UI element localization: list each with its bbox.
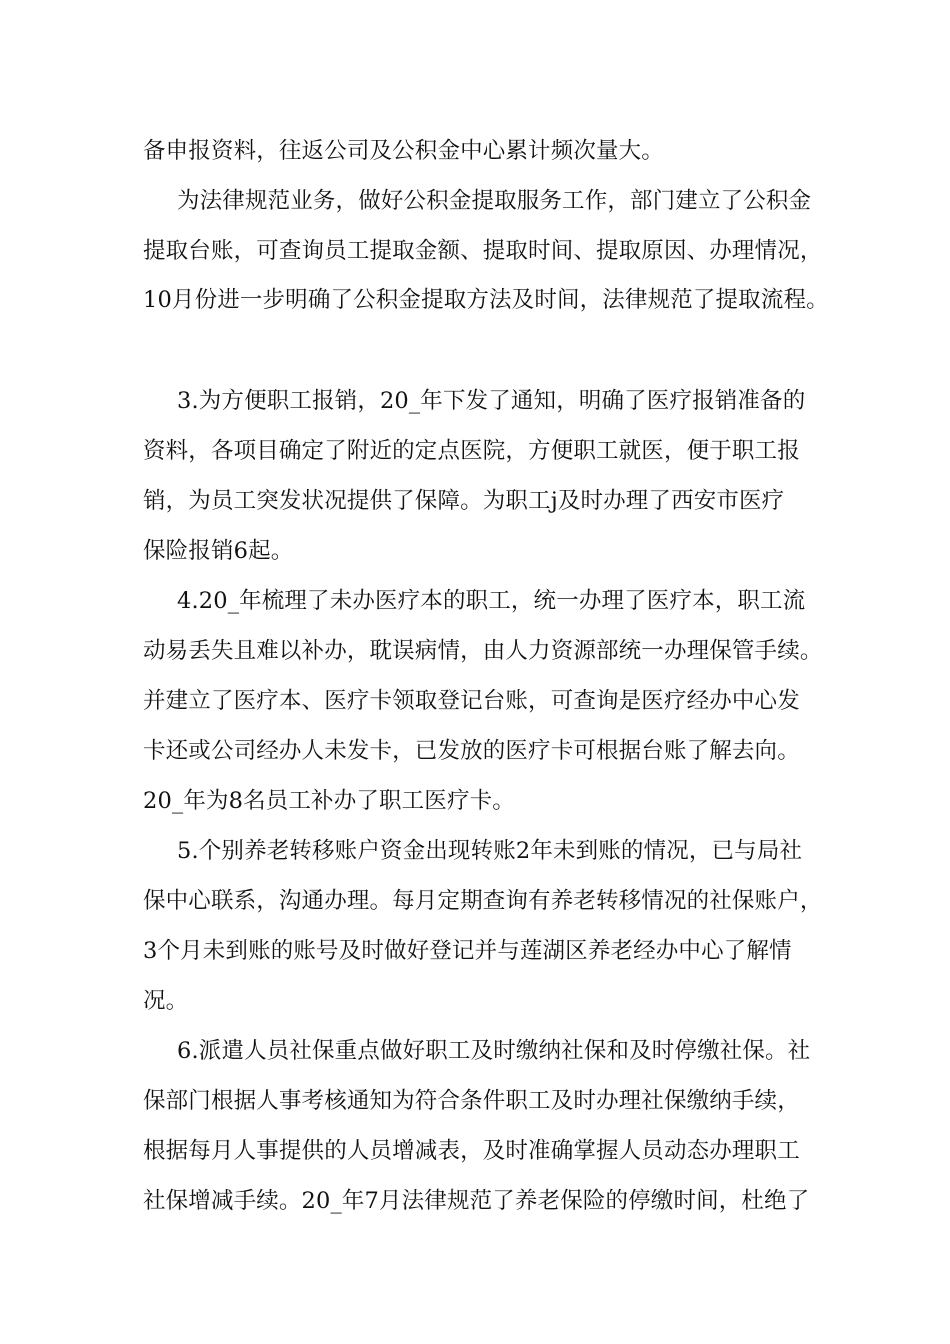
paragraph-line: 5.个别养老转移账户资金出现转账2年未到账的情况，已与局社 <box>177 838 803 864</box>
paragraph-line: 为法律规范业务，做好公积金提取服务工作，部门建立了公积金 <box>177 188 812 214</box>
paragraph-line: 保中心联系，沟通办理。每月定期查询有养老转移情况的社保账户， <box>143 888 823 914</box>
paragraph-line: 4.20_年梳理了未办医疗本的职工，统一办理了医疗本，职工流 <box>177 588 806 614</box>
paragraph-line: 备申报资料，往返公司及公积金中心累计频次量大。 <box>143 138 664 164</box>
paragraph-line: 资料，各项目确定了附近的定点医院，方便职工就医，便于职工报 <box>143 438 800 464</box>
paragraph-line: 6.派遣人员社保重点做好职工及时缴纳社保和及时停缴社保。社 <box>177 1038 811 1064</box>
paragraph-line: 提取台账，可查询员工提取金额、提取时间、提取原因、办理情况， <box>143 238 823 264</box>
paragraph-line: 并建立了医疗本、医疗卡领取登记台账，可查询是医疗经办中心发 <box>143 688 800 714</box>
paragraph-line: 卡还或公司经办人未发卡，已发放的医疗卡可根据台账了解去向。 <box>143 738 800 764</box>
paragraph-line: 动易丢失且难以补办，耽误病情，由人力资源部统一办理保管手续。 <box>143 638 823 664</box>
paragraph-line: 3个月未到账的账号及时做好登记并与莲湖区养老经办中心了解情 <box>143 938 792 964</box>
paragraph-line: 3.为方便职工报销，20_年下发了通知，明确了医疗报销准备的 <box>177 388 806 414</box>
paragraph-line: 10月份进一步明确了公积金提取方法及时间，法律规范了提取流程。 <box>143 287 829 313</box>
paragraph-line: 根据每月人事提供的人员增减表，及时准确掌握人员动态办理职工 <box>143 1138 800 1164</box>
paragraph-line: 保部门根据人事考核通知为符合条件职工及时办理社保缴纳手续， <box>143 1088 800 1114</box>
paragraph-line: 况。 <box>143 988 189 1014</box>
paragraph-line: 社保增减手续。20_年7月法律规范了养老保险的停缴时间，杜绝了 <box>143 1188 810 1214</box>
paragraph-line: 20_年为8名员工补办了职工医疗卡。 <box>143 788 515 814</box>
paragraph-line: 销，为员工突发状况提供了保障。为职工j及时办理了西安市医疗 <box>143 488 785 514</box>
paragraph-line: 保险报销6起。 <box>143 538 294 564</box>
